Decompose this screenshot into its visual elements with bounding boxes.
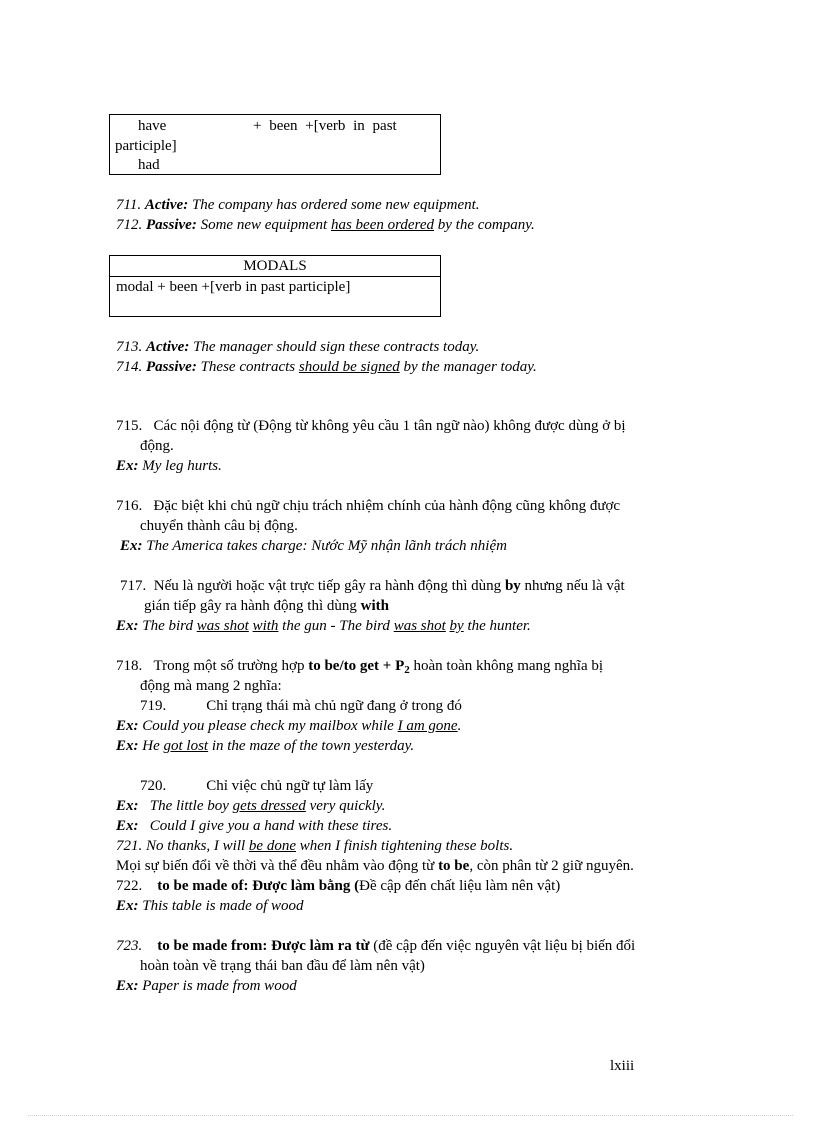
example-715: Ex: My leg hurts.	[116, 458, 222, 474]
rule-723-line1: 723. to be made from: Được làm ra từ (đề cập đến việc nguyên vật liệu bị biến đổi	[116, 938, 636, 954]
rule-718-line2: động mà mang 2 nghĩa:	[140, 678, 282, 694]
example-720-2: Ex: Could I give you a hand with these tires.	[116, 818, 393, 834]
rule-719: 719. Chỉ trạng thái mà chủ ngữ đang ở trong đó	[140, 698, 462, 714]
example-721: 721. No thanks, I will be done when I finish tightening these bolts.	[116, 838, 514, 854]
example-712: 712. Passive: Some new equipment has been ordered by the company.	[116, 217, 535, 233]
rule-718-line1: 718. Trong một số trường hợp to be/to get + $P_2$ hoàn toàn không mang nghĩa bị	[116, 658, 604, 676]
perfect-passive-formula-box	[109, 114, 441, 175]
example-719-2: Ex: He got lost in the maze of the town yesterday.	[116, 738, 415, 754]
rule-717-line2: gián tiếp gây ra hành động thì dùng with	[144, 598, 389, 614]
page-bottom-border	[28, 1115, 793, 1116]
example-717: Ex: The bird was shot with the gun - The bird was shot by the hunter.	[116, 618, 531, 634]
modals-formula: modal + been +[verb in past participle]	[116, 279, 351, 295]
formula-had: had	[138, 157, 160, 173]
example-723: Ex: Paper is made from wood	[116, 978, 297, 994]
modals-formula-box	[109, 255, 441, 317]
formula-been-verb: + been +[verb in past	[253, 118, 397, 134]
rule-722: 722. to be made of: Được làm bằng (Đề cập đến chất liệu làm nên vật)	[116, 878, 561, 894]
example-720-1: Ex: The little boy gets dressed very quickly.	[116, 798, 386, 814]
example-722: Ex: This table is made of wood	[116, 898, 304, 914]
formula-have: have	[138, 118, 167, 134]
example-719-1: Ex: Could you please check my mailbox while I am gone.	[116, 718, 462, 734]
example-711: 711. Active: The company has ordered some new equipment.	[116, 197, 480, 213]
example-716: Ex: The America takes charge: Nước Mỹ nhận lãnh trách nhiệm	[120, 538, 507, 554]
formula-participle: participle]	[115, 138, 177, 154]
rule-715-line2: động.	[140, 438, 174, 454]
rule-723-line2: hoàn toàn về trạng thái ban đầu để làm nên vật)	[140, 958, 425, 974]
rule-716-line2: chuyển thành câu bị động.	[140, 518, 298, 534]
rule-716-line1: 716. Đặc biệt khi chủ ngữ chịu trách nhiệm chính của hành động cũng không được	[116, 498, 621, 514]
example-714: 714. Passive: These contracts should be signed by the manager today.	[116, 359, 537, 375]
rule-721-note: Mọi sự biến đổi về thời và thể đều nhằm vào động từ to be, còn phân từ 2 giữ nguyên.	[116, 858, 634, 874]
rule-715-line1: 715. Các nội động từ (Động từ không yêu cầu 1 tân ngữ nào) không được dùng ở bị	[116, 418, 626, 434]
rule-717-line1: 717. Nếu là người hoặc vật trực tiếp gây ra hành động thì dùng by nhưng nếu là vật	[120, 578, 625, 594]
example-713: 713. Active: The manager should sign these contracts today.	[116, 339, 480, 355]
modals-title: MODALS	[110, 256, 440, 277]
page-number: lxiii	[610, 1058, 635, 1074]
rule-720: 720. Chỉ việc chủ ngữ tự làm lấy	[140, 778, 374, 794]
